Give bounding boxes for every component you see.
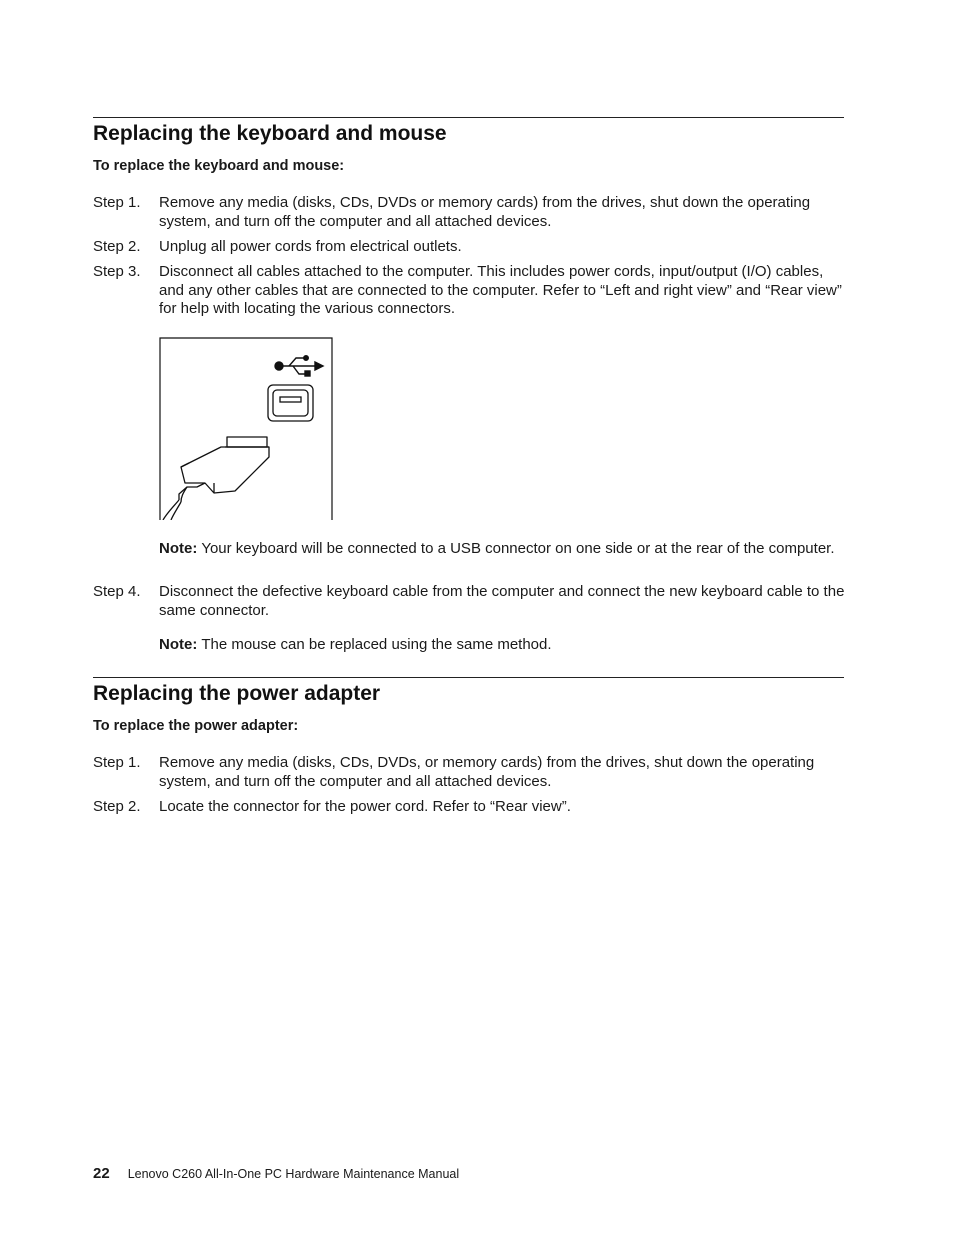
step-2-power [93, 798, 853, 817]
step-number: Step 1. [93, 194, 141, 211]
note-usb-connector [159, 540, 849, 559]
section-divider-power [93, 677, 844, 678]
usb-port-icon [268, 385, 313, 421]
step-number: Step 4. [93, 583, 141, 600]
note-text: The mouse can be replaced using the same method. [201, 636, 552, 653]
manual-title: Lenovo C260 All-In-One PC Hardware Maintenance Manual [127, 1167, 460, 1181]
step-text: Disconnect the defective keyboard cable from the computer and connect the new keyboard cable to the same connector. [159, 583, 845, 619]
step-text: Remove any media (disks, CDs, DVDs or memory cards) from the drives, shut down the operating system, and turn off the computer and all attached devices. [159, 194, 811, 230]
usb-symbol-icon [275, 356, 323, 376]
note-label: Note: [159, 540, 198, 557]
step-3-keyboard [93, 263, 853, 319]
usb-plug-icon [163, 437, 269, 520]
step-1-keyboard [93, 194, 853, 231]
usb-connector-illustration [159, 337, 333, 520]
step-number: Step 2. [93, 798, 141, 815]
page-footer [93, 1165, 459, 1183]
procedure-lead-power: To replace the power adapter: [93, 718, 299, 734]
procedure-lead-keyboard: To replace the keyboard and mouse: [93, 158, 345, 174]
step-text: Remove any media (disks, CDs, DVDs, or memory cards) from the drives, shut down the operating system, and turn off the computer and all attached devices. [159, 754, 815, 790]
section-title-power-adapter: Replacing the power adapter [93, 682, 381, 705]
step-number: Step 3. [93, 263, 141, 280]
section-title-keyboard-mouse: Replacing the keyboard and mouse [93, 122, 447, 145]
page-number: 22 [93, 1165, 110, 1182]
step-4-keyboard [93, 583, 853, 620]
step-text: Disconnect all cables attached to the computer. This includes power cords, input/output (I/O) cables, and any other cables that are connected to the computer. Refer to “Left and right view” and “Rear view” for help with locating the various connectors. [159, 263, 842, 318]
note-label: Note: [159, 636, 198, 653]
note-text: Your keyboard will be connected to a USB connector on one side or at the rear of the computer. [201, 540, 835, 557]
step-1-power [93, 754, 853, 791]
step-text: Unplug all power cords from electrical outlets. [159, 238, 462, 255]
step-number: Step 1. [93, 754, 141, 771]
section-divider-keyboard [93, 117, 844, 118]
note-mouse [159, 636, 849, 655]
step-text: Locate the connector for the power cord. Refer to “Rear view”. [159, 798, 571, 815]
step-2-keyboard [93, 238, 853, 257]
step-number: Step 2. [93, 238, 141, 255]
